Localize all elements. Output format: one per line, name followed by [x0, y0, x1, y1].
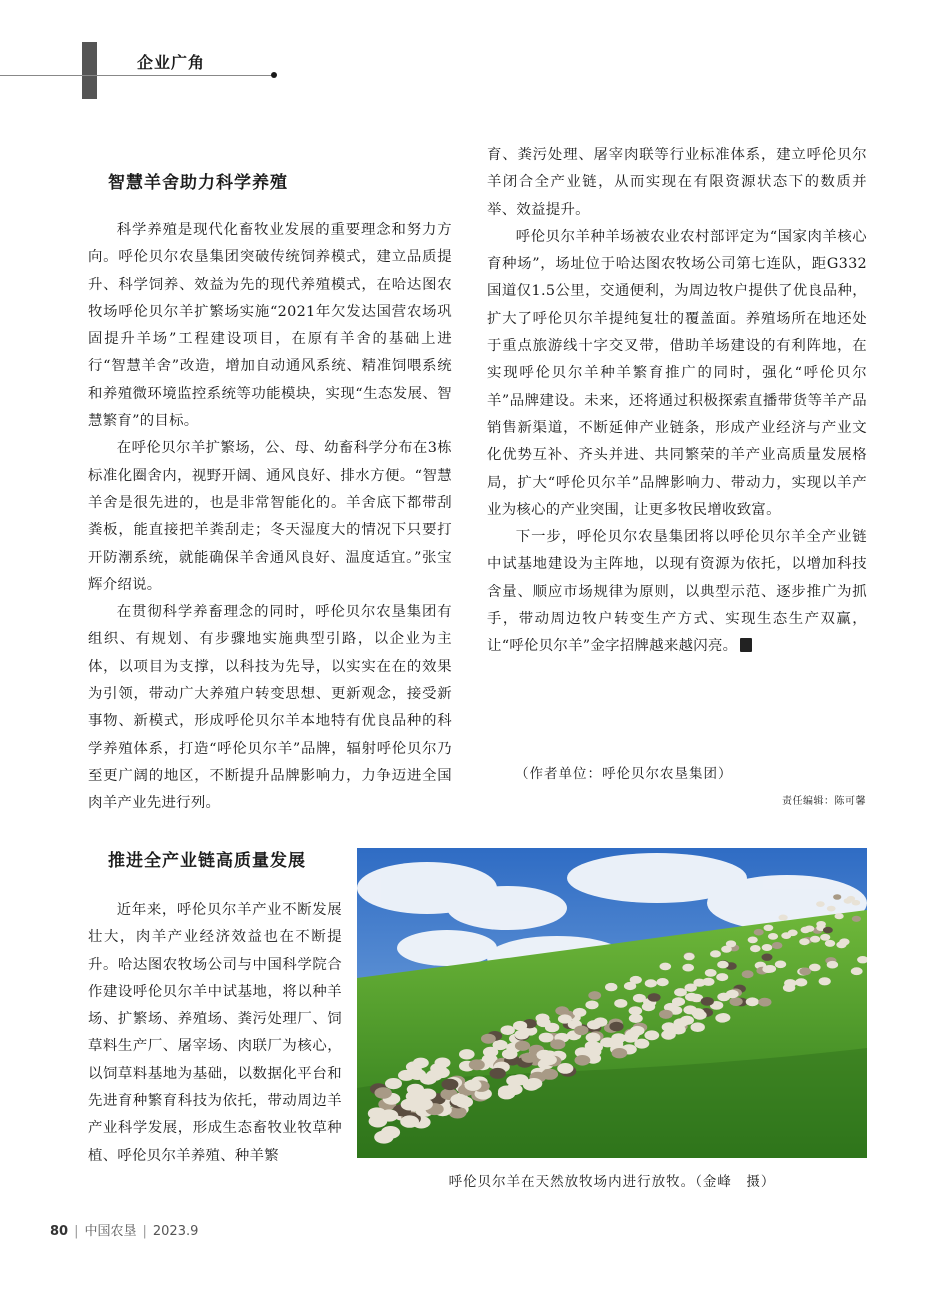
sheep	[501, 1025, 515, 1035]
sheep	[702, 978, 714, 986]
sheep	[825, 940, 835, 947]
sheep	[820, 934, 830, 941]
sheep	[768, 933, 778, 940]
sheep	[781, 932, 791, 939]
sheep	[459, 1049, 475, 1059]
sheep	[374, 1131, 393, 1144]
sheep	[609, 1022, 623, 1032]
sheep	[835, 913, 844, 919]
sheep	[748, 937, 758, 944]
sheep	[575, 1055, 591, 1066]
paragraph	[487, 524, 867, 660]
sheep	[481, 1034, 496, 1044]
sheep	[645, 979, 657, 987]
sheep	[455, 1096, 473, 1108]
sheep	[661, 1030, 676, 1040]
sheep	[816, 921, 826, 927]
sheep	[585, 1001, 598, 1010]
sheep	[624, 982, 636, 990]
sheep	[715, 1013, 729, 1022]
sheep	[426, 1070, 443, 1081]
sheep	[823, 927, 833, 934]
sheep	[827, 906, 836, 912]
sheep	[810, 936, 820, 943]
sheep	[691, 1008, 705, 1017]
sheep	[750, 945, 761, 952]
sheep	[764, 925, 774, 931]
sheep	[799, 938, 809, 945]
section-title: 企业广角	[137, 53, 206, 72]
sheep	[762, 954, 773, 961]
author-affiliation: （作者单位：呼伦贝尔农垦集团）	[515, 766, 733, 782]
magazine-name: 中国农垦	[84, 1224, 137, 1239]
sheep	[659, 1010, 673, 1019]
sheep	[674, 988, 687, 996]
editor-credit: 责任编辑：陈可馨	[782, 796, 866, 807]
sheep	[398, 1070, 415, 1081]
sheep	[852, 900, 861, 906]
sheep	[573, 1008, 587, 1017]
sheep	[623, 1033, 638, 1043]
sheep	[684, 953, 695, 960]
sheep	[839, 938, 849, 945]
left-column	[88, 168, 452, 818]
sheep	[762, 965, 774, 973]
sheep	[586, 1033, 601, 1043]
sheep	[762, 944, 773, 951]
sheep	[539, 1033, 554, 1043]
sheep	[852, 916, 861, 922]
end-of-article-icon	[740, 638, 752, 652]
bottom-left-column	[88, 846, 342, 1170]
sheep	[644, 1030, 659, 1040]
sheep	[674, 1018, 688, 1027]
sheep	[648, 993, 661, 1002]
heading-industry-chain: 推进全产业链高质量发展	[108, 851, 306, 871]
paragraph: 近年来，呼伦贝尔羊产业不断发展壮大，肉羊产业经济效益也在不断提升。哈达图农牧场公司与中国科学院合作建设呼伦贝尔羊中试基地，将以种羊场、扩繁场、养殖场、粪污处理厂、饲草料生产厂、屠宰场、肉联厂为核心，以饲草料基地为基础，以数据化平台和先进育种繁育科技为依托，带动周边羊产业科学发展，形成生态畜牧业牧草种植、呼伦贝尔羊养殖、种羊繁	[88, 902, 342, 1164]
sheep	[586, 1047, 601, 1057]
sheep	[685, 993, 698, 1002]
paragraph: 在呼伦贝尔羊扩繁场，公、母、幼畜科学分布在3栋标准化圈舍内，视野开阔、通风良好、排水方便。“智慧羊舍是很先进的，也是非常智能化的。羊舍底下都带刮粪板，能直接把羊粪刮走；冬天湿度大的情况下只要打开防潮系统，就能确保羊舍通风良好、温度适宜。”张宝辉介绍说。	[88, 440, 452, 593]
paragraph-text: 下一步，呼伦贝尔农垦集团将以呼伦贝尔羊全产业链中试基地建设为主阵地，以现有资源为依托，以增加科技含量、顺应市场规律为原则，以典型示范、逐步推广为抓手，带动周边牧户转变生产方式、实现生态生产双赢，让“呼伦贝尔羊”金字招牌越来越闪亮。	[487, 529, 867, 655]
sheep	[795, 978, 807, 986]
sheep	[717, 961, 728, 969]
sheep	[819, 977, 831, 985]
paragraph: 在贯彻科学养畜理念的同时，呼伦贝尔农垦集团有组织、有规划、有步骤地实施典型引路，以企业为主体，以项目为支撑，以科技为先导，以实实在在的效果为引领，带动广大养殖户转变思想、更新观念，接受新事物、新模式，形成呼伦贝尔羊本地特有优良品种的科学养殖体系，打造“呼伦贝尔羊”品牌，辐射呼伦贝尔乃至更广阔的地区，不断提升品牌影响力，力争迈进全国肉羊产业先进行列。	[88, 604, 452, 812]
sheep	[799, 968, 811, 976]
issue-date: 2023.9	[152, 1224, 199, 1239]
sheep	[682, 964, 694, 972]
sheep	[375, 1087, 392, 1099]
sheep	[521, 1053, 537, 1063]
page-number: 80	[50, 1224, 69, 1239]
sheep	[380, 1109, 398, 1121]
sheep	[557, 1063, 573, 1074]
sheep-grazing-photo	[357, 848, 867, 1158]
sheep	[629, 1006, 643, 1015]
sheep	[587, 1020, 601, 1029]
photo-illustration	[357, 848, 867, 1158]
sheep	[783, 984, 795, 992]
sheep	[513, 1021, 527, 1031]
sheep	[541, 1055, 557, 1066]
sheep	[779, 915, 788, 921]
paragraph-continuation: 育、粪污处理、屠宰肉联等行业标准体系，建立呼伦贝尔羊闭合全产业链，从而实现在有限资源状态下的数质并举、效益提升。	[487, 147, 867, 218]
photo-caption: 呼伦贝尔羊在天然放牧场内进行放牧。（金峰 摄）	[448, 1174, 776, 1190]
sheep	[844, 898, 852, 904]
header-rule	[0, 75, 272, 76]
footer-separator: |	[142, 1224, 147, 1239]
sheep	[550, 1039, 565, 1049]
sheep	[400, 1115, 419, 1127]
sheep	[505, 1084, 522, 1095]
sheep	[435, 1058, 451, 1069]
sheep	[385, 1078, 402, 1089]
sheep	[833, 894, 841, 900]
sheep	[415, 1098, 433, 1110]
header-rule-dot	[271, 72, 277, 78]
sheep	[515, 1030, 530, 1040]
sheep	[705, 969, 717, 977]
sheep	[515, 1041, 530, 1051]
header-accent-bar	[82, 42, 97, 99]
sheep	[490, 1068, 506, 1079]
sheep	[642, 1002, 655, 1011]
sheep	[502, 1049, 518, 1059]
sheep	[754, 929, 764, 936]
sheep	[816, 901, 825, 907]
paragraph: 呼伦贝尔羊种羊场被农业农村部评定为“国家肉羊核心育种场”，场址位于哈达图农牧场公司第七连队，距G332国道仅1.5公里，交通便利，为周边牧户提供了优良品种，扩大了呼伦贝尔羊提纯复壮的覆盖面。养殖场所在地还处于重点旅游线十字交叉带，借助羊场建设的有利阵地，在实现呼伦贝尔羊种羊繁育推广的同时，强化“呼伦贝尔羊”品牌建设。未来，还将通过积极探索直播带货等羊产品销售新渠道，不断延伸产业链条，形成产业经济与产业文化优势互补、齐头并进、共同繁荣的羊产业高质量发展格局，扩大“呼伦贝尔羊”品牌影响力、带动力，实现以羊产业为核心的产业突围，让更多牧民增收致富。	[487, 228, 867, 518]
sheep	[672, 997, 685, 1006]
sheep	[801, 927, 811, 934]
sheep	[772, 942, 783, 949]
sheep	[691, 1022, 705, 1032]
sheep	[758, 998, 771, 1007]
sheep	[407, 1084, 424, 1095]
sheep	[710, 950, 721, 957]
sheep	[465, 1080, 482, 1091]
sheep	[605, 983, 617, 991]
sheep	[612, 1048, 628, 1058]
sheep	[827, 961, 838, 969]
page-footer	[50, 1220, 198, 1239]
footer-separator: |	[74, 1224, 79, 1239]
sheep	[701, 997, 714, 1006]
sheep	[441, 1079, 458, 1090]
heading-smart-sheep-house: 智慧羊舍助力科学养殖	[108, 173, 288, 193]
sheep	[726, 990, 739, 999]
sheep	[614, 999, 627, 1008]
sheep	[633, 994, 646, 1003]
sheep	[555, 1006, 569, 1015]
sheep	[574, 1026, 588, 1036]
sheep	[730, 997, 743, 1006]
sheep	[726, 940, 736, 947]
sheep	[493, 1040, 508, 1050]
paragraph: 科学养殖是现代化畜牧业发展的重要理念和努力方向。呼伦贝尔农垦集团突破传统饲养模式，建立品质提升、科学饲养、效益为先的现代养殖模式，在哈达图农牧场呼伦贝尔羊扩繁场实施“2021年欠发达国营农场巩固提升羊场”工程建设项目，在原有羊舍的基础上进行“智慧羊舍”改造，增加自动通风系统、精准饲喂系统和养殖微环境监控系统等功能模块，实现“生态发展、智慧繁育”的目标。	[88, 222, 452, 430]
sheep	[851, 967, 863, 975]
sheep	[742, 970, 754, 978]
sheep	[588, 991, 601, 1000]
sheep	[716, 973, 728, 981]
sheep	[660, 963, 672, 971]
sheep	[469, 1059, 485, 1070]
sheep	[657, 978, 669, 986]
right-column	[487, 142, 867, 661]
sheep	[537, 1018, 551, 1027]
sheep	[775, 961, 786, 969]
sheep	[746, 997, 759, 1006]
